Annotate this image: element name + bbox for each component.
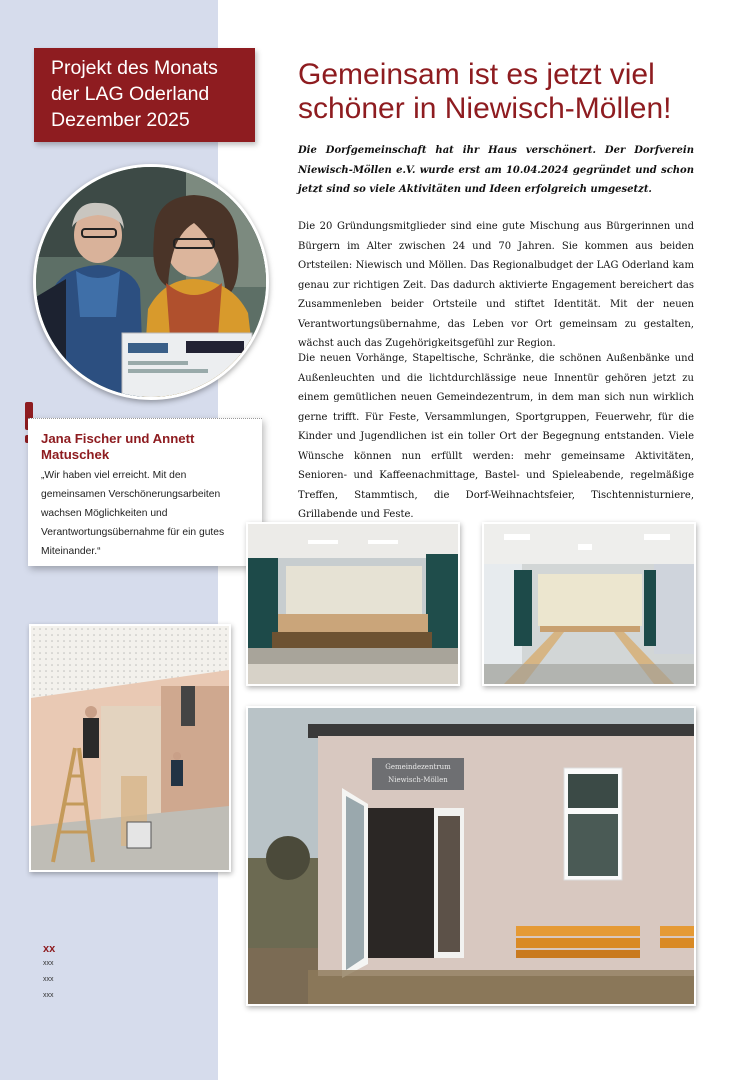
quote-box (28, 418, 262, 566)
badge-line-3: Dezember 2025 (51, 109, 190, 131)
badge-line-1: Projekt des Monats (51, 57, 218, 79)
footer-marks (43, 942, 55, 1004)
body-paragraph-2: Die neuen Vorhänge, Stapeltische, Schränke, die schönen Außenbänke und Außenleuchten und die lichtdurchlässige neue Innentür gehören jetzt zu einem gemütlichen neuen Gemeindezentrum, in dem man sich nun wirklich gerne trifft. Für Feste, Versammlungen, Sportgruppen, Feuerwehr, für die Kinder und Jugendlichen ist ein toller Ort der Begegnung entstanden. Viele Wünsche können nun erfüllt werden: mehr gemeinsame Aktivitäten, Senioren- und Kaffeenachmittage, Bastel- und Spieleabende, regelmäßige Treffen, Stammtisch, die Dorf-Weihnachtsfeier, Tischtennisturniere, Grillabende und Feste. (298, 353, 694, 520)
hall-photo-2 (482, 522, 696, 686)
portrait-illustration (36, 167, 266, 397)
footer-mark-line: xxx (43, 960, 54, 967)
footer-mark-line: xxx (43, 992, 54, 999)
building-photo (246, 706, 696, 1006)
building-sign-line-1: Gemeindezentrum (385, 763, 451, 771)
page-title-line-2: schöner in Niewisch-Möllen! (298, 92, 672, 125)
hall-photo-1 (246, 522, 460, 686)
project-badge (34, 48, 255, 142)
building-sign (372, 758, 464, 790)
portrait-photo (33, 164, 269, 400)
footer-mark-line: xxx (43, 976, 54, 983)
footer-mark-main: xx (43, 943, 56, 955)
page-title (298, 58, 718, 126)
lead-paragraph: Die Dorfgemeinschaft hat ihr Haus verschönert. Der Dorfverein Niewisch-Möllen e.V. wurde erst am 10.04.2024 gegründet und schon jetzt sind so viele Aktivitäten und Ideen erfolgreich umgesetzt. (298, 145, 694, 195)
building-sign-line-2: Niewisch-Möllen (388, 776, 448, 784)
body-paragraph-1: Die 20 Gründungsmitglieder sind eine gute Mischung aus Bürgerinnen und Bürgern im Alter zwischen 24 und 70 Jahren. Sie kommen aus beiden Ortsteilen: Niewisch und Möllen. Das Regionalbudget der LAG Oderland kam genau zur richtigen Zeit. Das dadurch aktivierte Engagement bereichert das Zusammenleben beider Ortsteile und stiftet Identität. Mit der neuen Verantwortungsübernahme, das Leben vor Ort gemeinsam zu gestalten, wächst auch das Zugehörigkeitsgefühl zur Region. (298, 221, 694, 349)
quote-author: Jana Fischer und Annett Matuschek (41, 431, 195, 462)
badge-line-2: der LAG Oderland (51, 83, 210, 105)
renovation-photo (29, 624, 231, 872)
page-title-line-1: Gemeinsam ist es jetzt viel (298, 58, 655, 91)
quote-text: „Wir haben viel erreicht. Mit den gemeinsamen Verschönerungsarbeiten wachsen Möglichkeiten und Verantwortungsübernahme für ein gutes Miteinander.“ (41, 470, 225, 557)
